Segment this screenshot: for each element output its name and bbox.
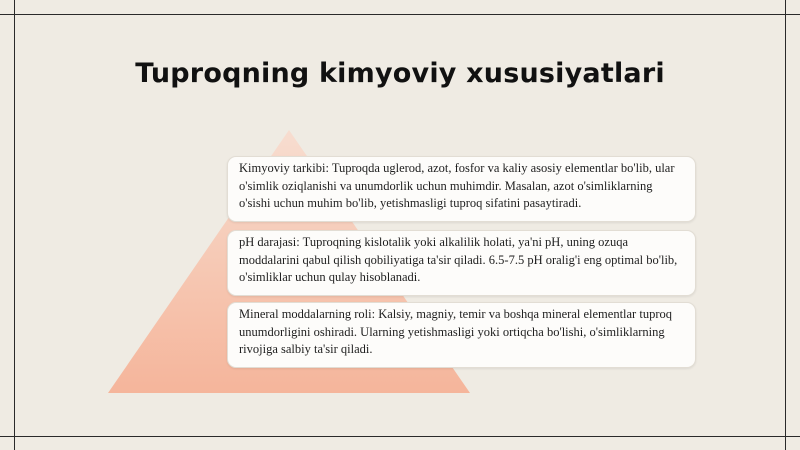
- info-card-text: Mineral moddalarning roli: Kalsiy, magniy, temir va boshqa mineral elementlar tuproq unumdorligini oshiradi. Ularning yetishmasligi yoki ortiqcha bo'lishi, o'simliklarning rivojiga salbiy ta'sir qiladi.: [239, 307, 672, 356]
- info-card-text: pH darajasi: Tuproqning kislotalik yoki alkalilik holati, ya'ni pH, uning ozuqa moddalarini qabul qilish qobiliyatiga ta'sir qiladi. 6.5-7.5 pH oralig'i eng optimal bo'lib, o'simliklar uchun qulay hisoblanadi.: [239, 235, 678, 284]
- frame-line-top: [0, 14, 800, 15]
- info-card-chemical-composition: [227, 156, 696, 222]
- info-card-ph-level: [227, 230, 696, 296]
- info-card-mineral-role: [227, 302, 696, 368]
- info-card-text: Kimyoviy tarkibi: Tuproqda uglerod, azot, fosfor va kaliy asosiy elementlar bo'lib, ular o'simlik oziqlanishi va unumdorlik uchun muhimdir. Masalan, azot o'simliklarning o'sishi uchun muhim bo'lib, yetishmasligi tuproq sifatini pasaytiradi.: [239, 161, 675, 210]
- frame-line-bottom: [0, 436, 800, 437]
- slide-title: Tuproqning kimyoviy xususiyatlari: [135, 58, 665, 90]
